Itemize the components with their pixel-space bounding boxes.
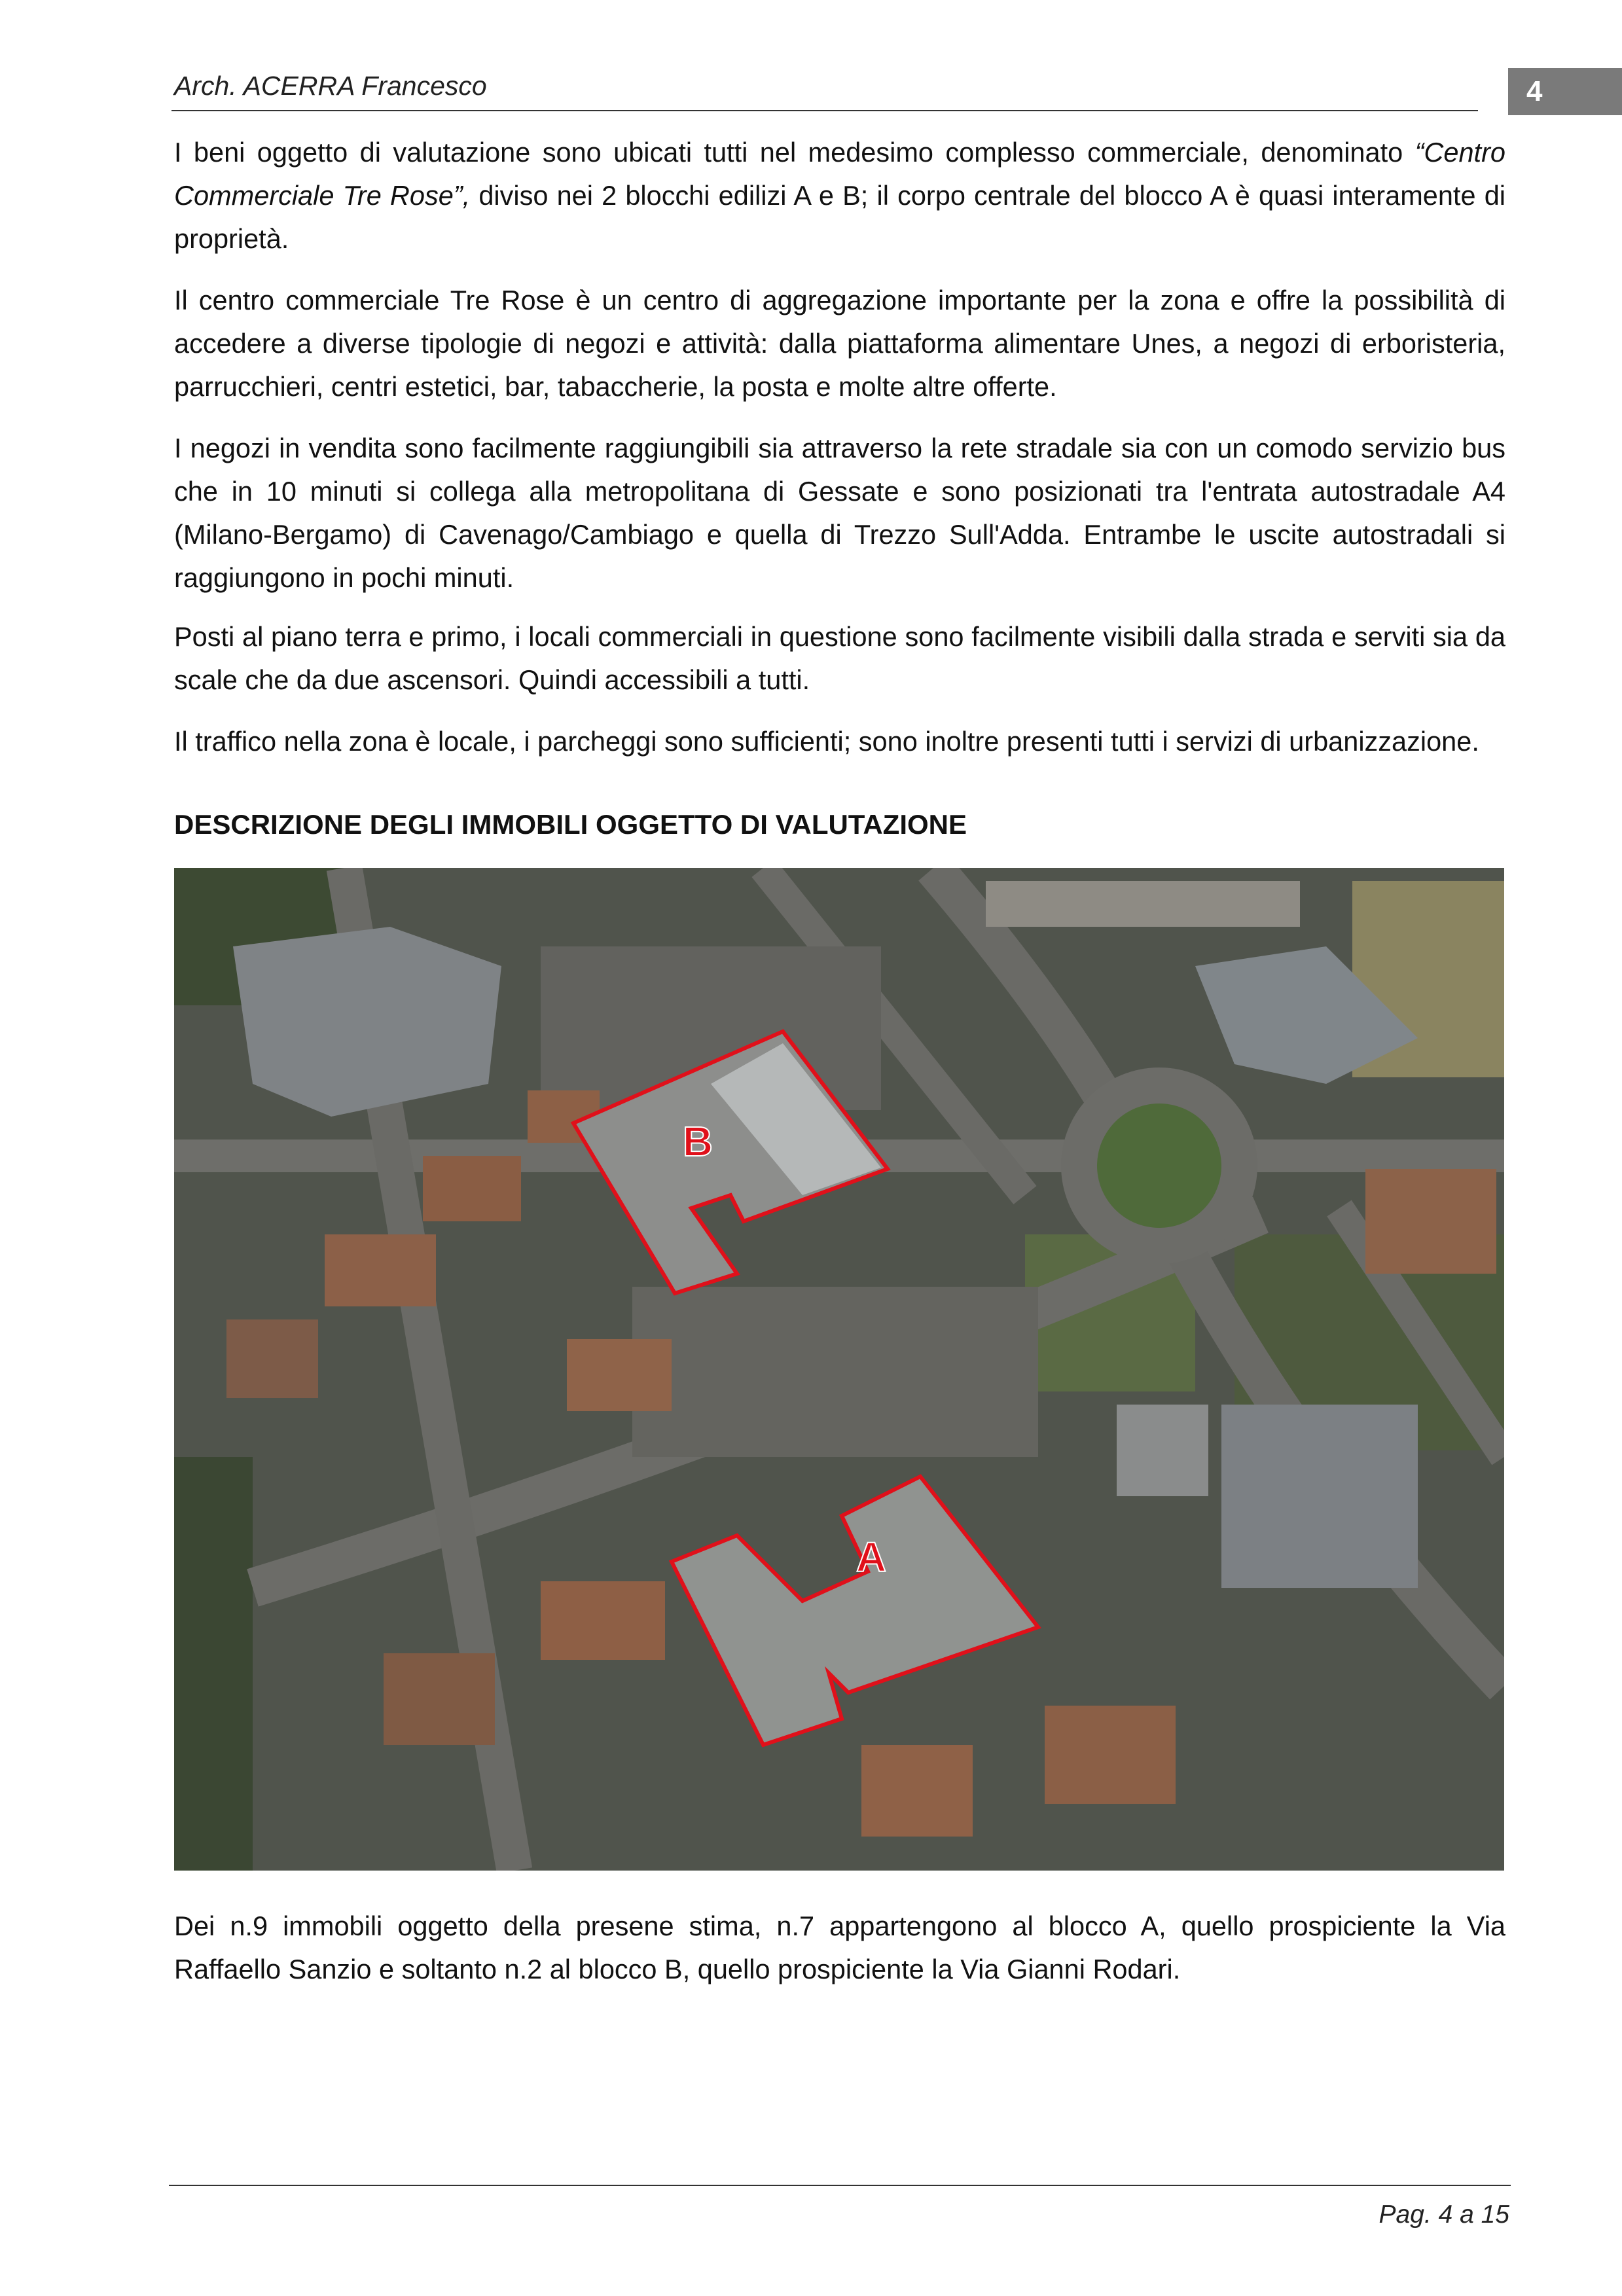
- aerial-photo-svg: [174, 868, 1504, 1871]
- header-author: Arch. ACERRA Francesco: [174, 71, 487, 101]
- paragraph-traffic: Il traffico nella zona è locale, i parcheggi sono sufficienti; sono inoltre presenti tutti i servizi di urbanizzazione.: [174, 726, 1479, 757]
- paragraph-location-part2: diviso nei 2 blocchi edilizi A e B; il corpo centrale del blocco A è quasi interamente di proprietà.: [174, 180, 1505, 254]
- footer-page-label: Pag. 4 a 15: [1379, 2200, 1509, 2229]
- aerial-photo: [174, 868, 1504, 1871]
- section-heading: DESCRIZIONE DEGLI IMMOBILI OGGETTO DI VALUTAZIONE: [174, 809, 967, 840]
- paragraph-center: Il centro commerciale Tre Rose è un centro di aggregazione importante per la zona e offre la possibilità di accedere a diverse tipologie di negozi e attività: dalla piattaforma alimentare Unes, a negozi di erboristeria, parrucchieri, centri estetici, bar, tabaccherie, la posta e molte altre offerte.: [174, 285, 1505, 402]
- paragraph-location: [174, 131, 1505, 260]
- block-b-label: B: [682, 1118, 713, 1165]
- paragraph-access: I negozi in vendita sono facilmente raggiungibili sia attraverso la rete stradale sia con un comodo servizio bus che in 10 minuti si collega alla metropolitana di Gessate e sono posizionati tra l'entrata autostradale A4 (Milano-Bergamo) di Cavenago/Cambiago e quella di Trezzo Sull'Adda. Entrambe le uscite autostradali si raggiungono in pochi minuti.: [174, 433, 1505, 593]
- footer-divider: [169, 2185, 1511, 2186]
- block-a-label: A: [856, 1534, 887, 1581]
- paragraph-location-part1: I beni oggetto di valutazione sono ubicati tutti nel medesimo complesso commerciale, denominato: [174, 137, 1415, 168]
- paragraph-location-center-name: “Centro Commerciale Tre Rose”,: [174, 137, 1505, 211]
- paragraph-blocks: Dei n.9 immobili oggetto della presene stima, n.7 appartengono al blocco A, quello prospiciente la Via Raffaello Sanzio e soltanto n.2 al blocco B, quello prospiciente la Via Gianni Rodari.: [174, 1910, 1505, 1984]
- page-number-badge: 4: [1508, 68, 1622, 115]
- paragraph-floors: Posti al piano terra e primo, i locali commerciali in questione sono facilmente visibili dalla strada e serviti sia da scale che da due ascensori. Quindi accessibili a tutti.: [174, 621, 1505, 695]
- header-divider: [171, 110, 1478, 111]
